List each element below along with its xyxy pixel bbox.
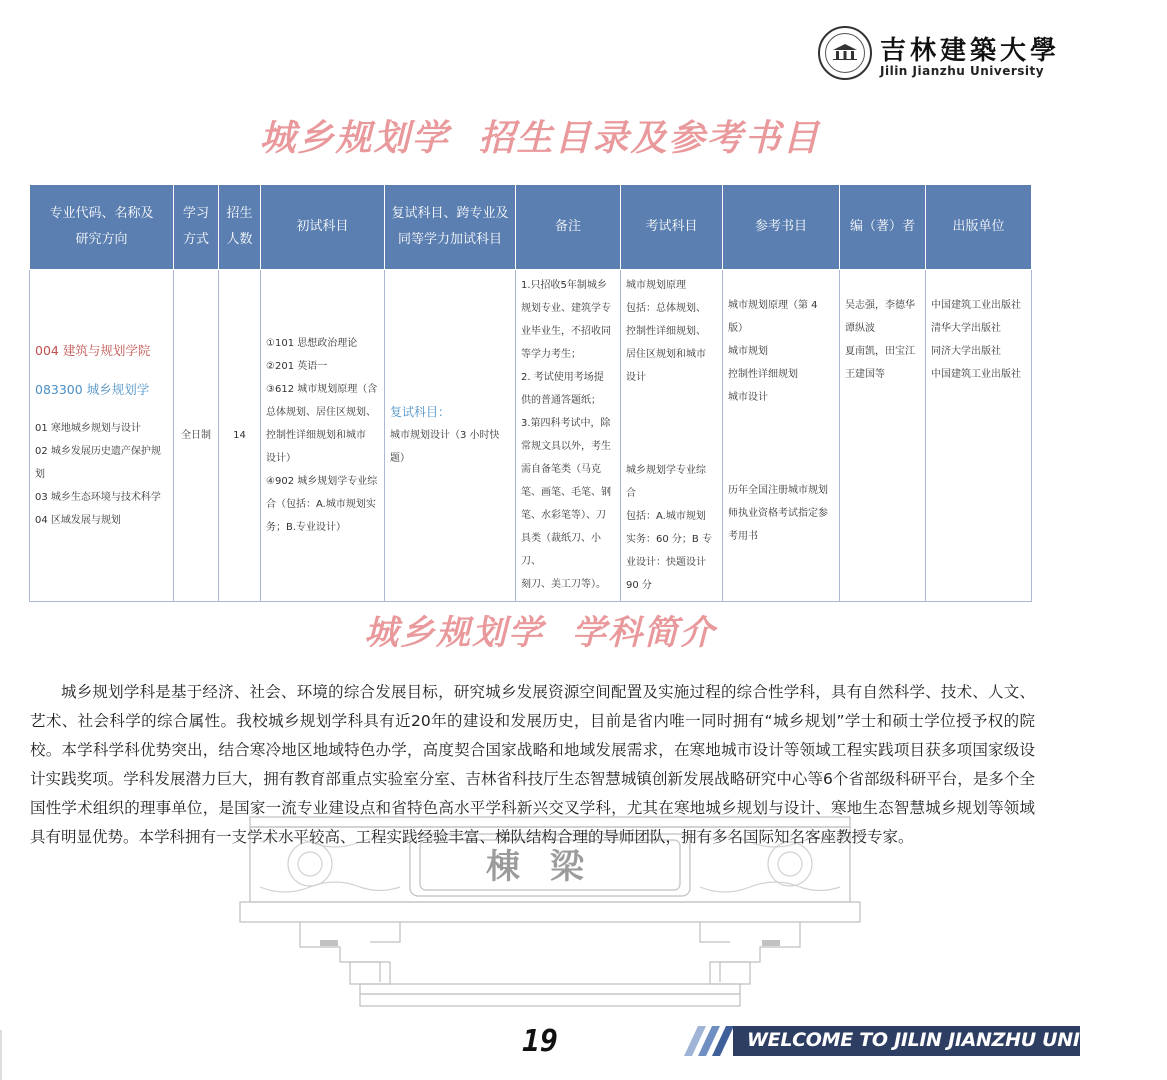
enrollment-table [29,184,1032,602]
banner-text: WELCOME TO JILIN JIANZHU UNIVERSITY [747,1029,1167,1051]
header-major: 专业代码、名称及 研究方向 [30,185,174,270]
header-retest: 复试科目、跨专业及 同等学力加试科目 [385,185,516,270]
major-name: 083300 城乡规划学 [35,382,150,397]
cell-notes: 1.只招收5年制城乡 规划专业、建筑学专 业毕业生，不招收同 等学力考生； 2. 考试使用考场提 供的普通答题纸； 3.第四科考试中，除 常规文具以外，考生 需自备笔类（马克 笔、画笔、毛笔、钢 笔、水彩笔等）、刀 具类（裁纸刀、小刀、 刻刀、美工刀等）。 [516,270,621,602]
cell-publishers: 中国建筑工业出版社 清华大学出版社 同济大学出版社 中国建筑工业出版社 [926,270,1032,602]
header-reference-books: 参考书目 [723,185,840,270]
college-name: 004 建筑与规划学院 [35,343,151,358]
cell-enrollment: 14 [219,270,261,602]
university-logo [818,26,1061,82]
header-publishers: 出版单位 [926,185,1032,270]
university-seal-icon [818,26,872,80]
retest-label: 复试科目： [390,405,451,419]
cell-exam-subjects: 城市规划原理 包括：总体规划、 控制性详细规划、 居住区规划和城市 设计 城乡规划学专业综 合 包括：A.城市规划 实务：60 分；B 专 业设计：快题设计 90 分 [621,270,723,602]
header-initial-exam: 初试科目 [261,185,385,270]
intro-paragraph: 城乡规划学科是基于经济、社会、环境的综合发展目标，研究城乡发展资源空间配置及实施过程的综合性学科，具有自然科学、技术、人文、艺术、社会科学的综合属性。我校城乡规划学科具有近20年的建设和发展历史，目前是省内唯一同时拥有“城乡规划”学士和硕士学位授予权的院校。本学科学科优势突出，结合寒冷地区地域特色办学，高度契合国家战略和地域发展需求，在寒地城市设计等领域工程实践项目获多项国家级设计实践奖项。学科发展潜力巨大，拥有教育部重点实验室分室、吉林省科技厅生态智慧城镇创新发展战略研究中心等6个省部级科研平台，是多个全国性学术组织的理事单位，是国家一流专业建设点和省特色高水平学科新兴交叉学科，尤其在寒地城乡规划与设计、寒地生态智慧城乡规划等领域具有明显优势。本学科拥有一支学术水平较高、工程实践经验丰富、梯队结构合理的导师团队，拥有多名国际知名客座教授专家。 [30,683,1035,846]
catalog-heading: 城乡规划学 招生目录及参考书目 [259,118,821,159]
cell-retest: 复试科目： 城市规划设计（3 小时快 题） [385,270,516,602]
logo-name-cn: 吉林建築大學 [880,36,1061,66]
welcome-banner [685,1026,1167,1056]
header-enrollment: 招生 人数 [219,185,261,270]
page-number: 19 [521,1024,559,1059]
cell-study-mode: 全日制 [174,270,219,602]
header-study-mode: 学习 方式 [174,185,219,270]
table-header-row [30,185,1032,270]
header-notes: 备注 [516,185,621,270]
logo-name-en: Jilin Jianzhu University [880,64,1045,78]
table-row [30,270,1032,602]
cell-initial-exam: ①101 思想政治理论 ②201 英语一 ③612 城市规划原理（含 总体规划、居住区规划、 控制性详细规划和城市 设计） ④902 城乡规划学专业综 合（包括：A.城市规划实 务；B.专业设计） [261,270,385,602]
cell-authors: 吴志强，李德华 谭纵波 夏南凯，田宝江 王建国等 [840,270,926,602]
cell-reference-books: 城市规划原理（第 4 版） 城市规划 控制性详细规划 城市设计 历年全国注册城市规划 师执业资格考试指定参 考用书 [723,270,840,602]
page-edge-line [0,1030,2,1080]
cell-major: 004 建筑与规划学院 083300 城乡规划学 01 寒地城乡规划与设计 02 城乡发展历史遗产保护规 划 03 城乡生态环境与技术科学 04 区域发展与规划 [30,270,174,602]
plaque-text: 棟梁 [486,847,614,887]
header-exam-subjects: 考试科目 [621,185,723,270]
header-authors: 编（著）者 [840,185,926,270]
intro-heading: 城乡规划学 学科简介 [364,613,716,653]
